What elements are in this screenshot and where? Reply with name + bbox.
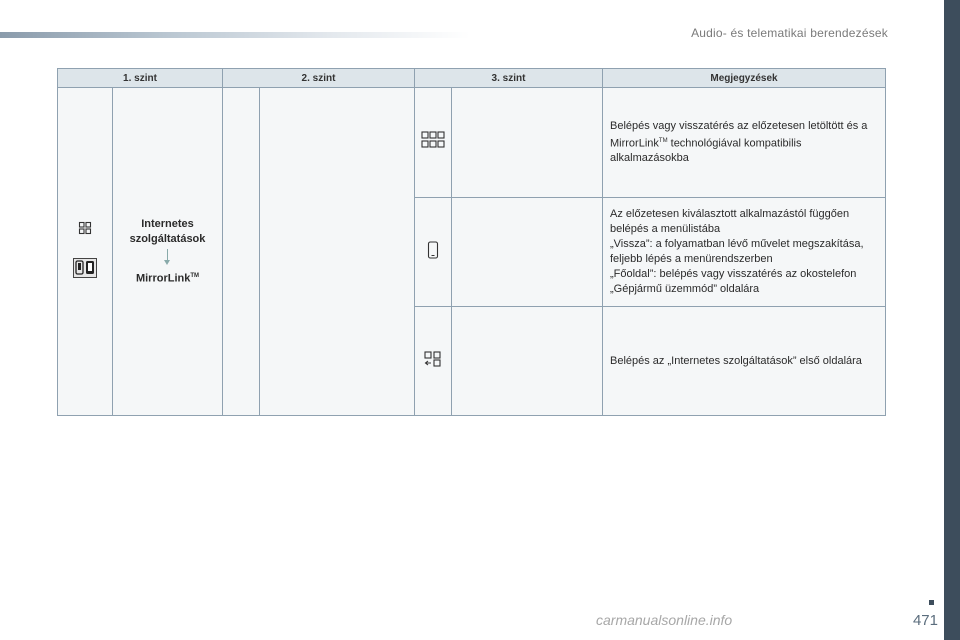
row1-note bbox=[603, 88, 886, 198]
row1-note-tm: TM bbox=[658, 137, 668, 144]
arrow-down-icon bbox=[167, 249, 168, 261]
level1-label-line2: szolgáltatások bbox=[129, 232, 206, 245]
grid-back-icon bbox=[424, 351, 442, 367]
row2-note bbox=[603, 198, 886, 307]
column-header-level1: 1. szint bbox=[58, 69, 223, 88]
row1-level3-text bbox=[452, 88, 603, 198]
menu-table bbox=[57, 68, 886, 416]
level1-label-cell bbox=[113, 88, 223, 416]
column-header-level2: 2. szint bbox=[223, 69, 415, 88]
row2-note-line: Az előzetesen kiválasztott alkalmazástól függően belépés a menülistába bbox=[610, 208, 850, 235]
row1-icon-cell bbox=[415, 88, 452, 198]
column-header-level3: 3. szint bbox=[415, 69, 603, 88]
mirrorlink-label: MirrorLink bbox=[135, 272, 191, 285]
header-gradient-bar bbox=[0, 32, 470, 38]
row2-icon-cell bbox=[415, 198, 452, 307]
level2-icon-cell bbox=[223, 88, 260, 416]
row3-level3-text bbox=[452, 307, 603, 416]
section-title: Audio- és telematikai berendezések bbox=[691, 26, 888, 40]
row1-note-part1: Belépés vagy visszatérés az előzetesen letöltött és a MirrorLink bbox=[610, 119, 868, 150]
row3-icon-cell bbox=[415, 307, 452, 416]
watermark: carmanualsonline.info bbox=[596, 612, 733, 628]
apps-grid-icon bbox=[421, 131, 445, 149]
level2-text-cell bbox=[260, 88, 415, 416]
row1-note-part2: technológiával kompatibilis alkalmazásokba bbox=[610, 137, 802, 165]
row2-note-line: „Vissza”: a folyamatban lévő művelet megszakítása, feljebb lépés a menürendszerben bbox=[610, 238, 864, 265]
row3-note: Belépés az „Internetes szolgáltatások” első oldalára bbox=[603, 307, 886, 416]
grid-small-icon bbox=[78, 221, 92, 235]
page-edge-strip bbox=[944, 0, 960, 640]
level1-icon-cell bbox=[58, 88, 113, 416]
smartphone-icon bbox=[427, 241, 439, 259]
row2-level3-text bbox=[452, 198, 603, 307]
level1-label-line1: Internetes bbox=[141, 217, 194, 230]
row2-note-line: „Főoldal”: belépés vagy visszatérés az okostelefon „Gépjármű üzemmód” oldalára bbox=[610, 268, 857, 295]
page-marker bbox=[929, 600, 934, 605]
page-number: 471 bbox=[912, 612, 938, 629]
mirrorlink-phone-icon bbox=[73, 258, 97, 278]
mirrorlink-tm: TM bbox=[190, 272, 200, 279]
column-header-notes: Megjegyzések bbox=[603, 69, 886, 88]
